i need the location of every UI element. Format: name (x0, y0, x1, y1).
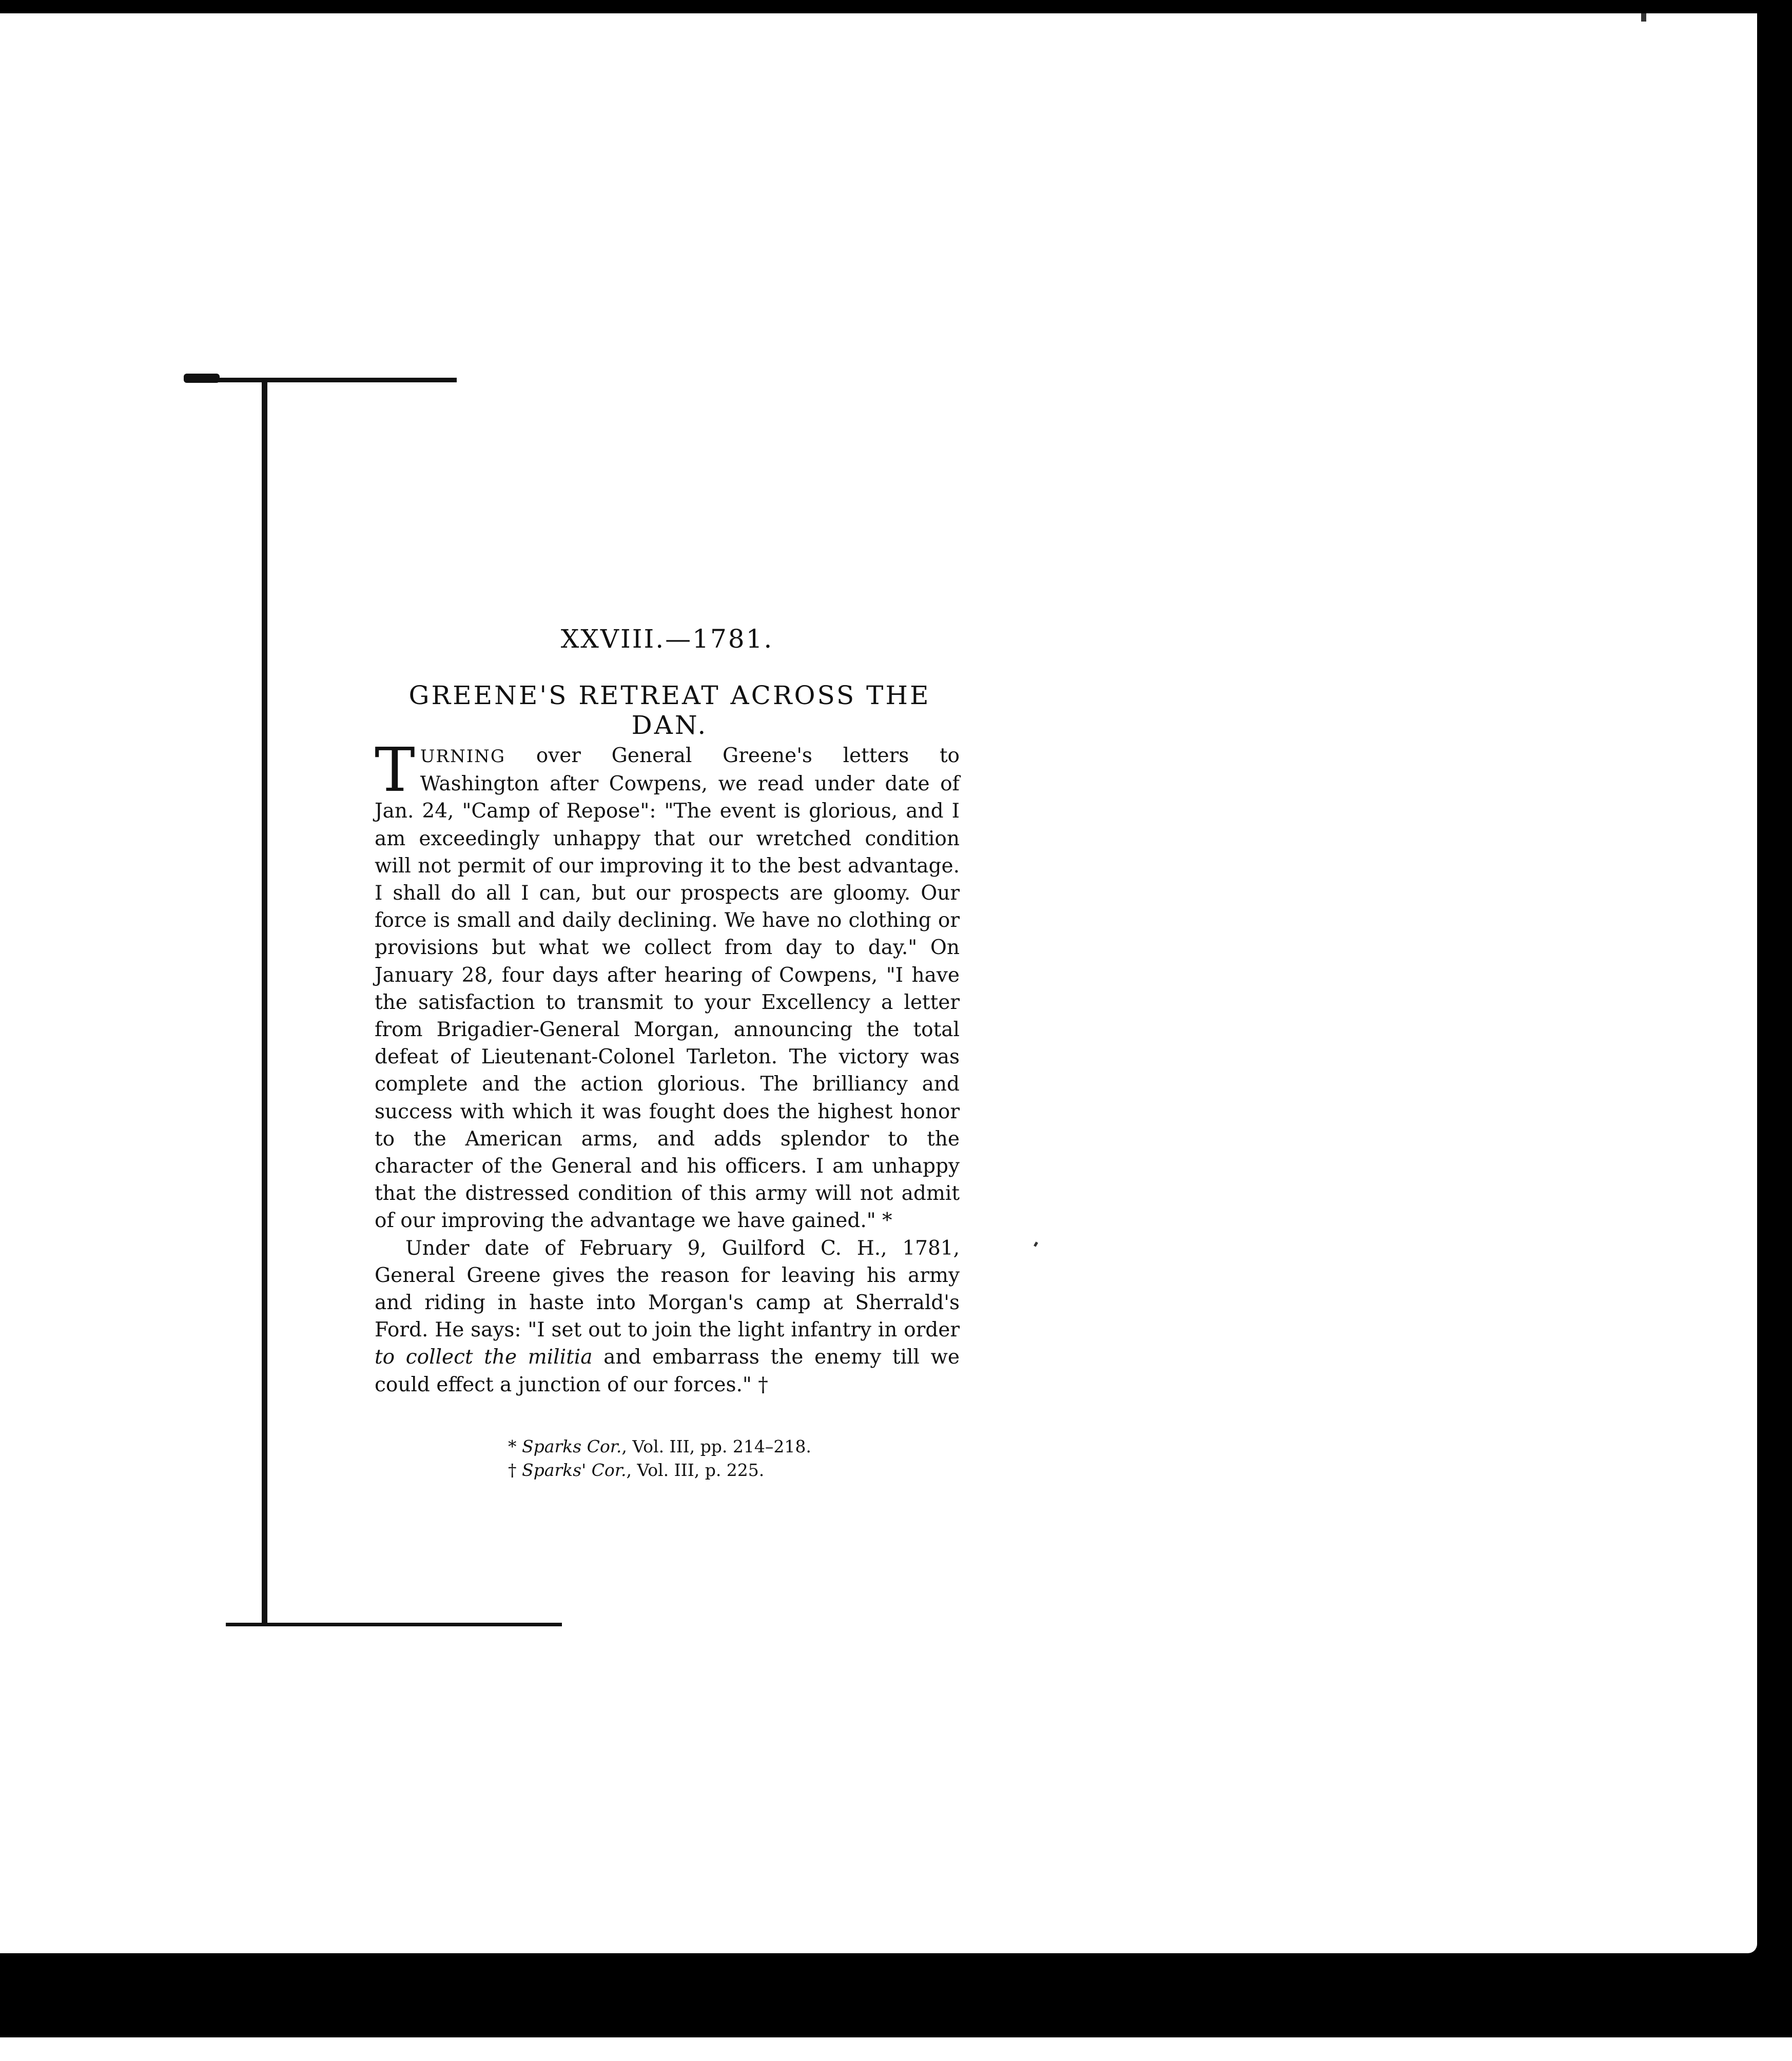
footnote-2-mark: † (508, 1460, 522, 1480)
paragraph-2 (375, 1235, 960, 1398)
footnote-2-rest: , Vol. III, p. 225. (626, 1460, 765, 1480)
paragraph-2-text-before: Under date of February 9, Guilford C. H., 1781, General Greene gives the reason for leaving his army and riding in haste into Morgan's camp at Sherrald's Ford. He says: "I set out to join the light infantry in order (375, 1236, 960, 1342)
bracket-top-rule (185, 378, 457, 382)
chapter-heading: XXVIII.—1781. (560, 624, 774, 654)
scan-speck (1641, 13, 1646, 22)
footnote-2 (508, 1459, 970, 1482)
opening-smallcaps: URNING (420, 746, 506, 767)
footnote-1-mark: * (508, 1436, 522, 1456)
footnote-1 (508, 1435, 970, 1459)
scan-speck (1034, 1241, 1038, 1247)
paragraph-2-italic: to collect the militia (375, 1346, 593, 1369)
page (0, 13, 1757, 1953)
paragraph-1 (375, 734, 960, 1235)
body-text (375, 734, 960, 1398)
bottom-margin-strip (0, 2037, 1792, 2061)
paragraph-2-text-after: and embarrass the enemy till we could effect a junction of our forces." † (375, 1346, 960, 1396)
bracket-bottom-rule (226, 1623, 562, 1626)
chapter-title: GREENE'S RETREAT ACROSS THE DAN. (408, 680, 931, 740)
footnote-2-source: Sparks' Cor. (522, 1460, 627, 1480)
bracket-vertical-rule (262, 379, 267, 1626)
footnote-1-source: Sparks Cor. (522, 1436, 622, 1456)
paragraph-1-text: over General Greene's letters to Washington after Cowpens, we read under date of Jan. 24, "Camp of Repose": "The event is glorious, and I am exceedingly unhappy that our wretched condition will not permit of our improving it to the best advantage. I shall do all I can, but our prospects are gloomy. Our force is small and daily declining. We have no clothing or provisions but what we collect from day to day." On January 28, four days after hearing of Cowpens, "I have the satisfaction to transmit to your Excellency a letter from Brigadier-General Morgan, announcing the total defeat of Lieutenant-Colonel Tarleton. The victory was complete and the action glorious. The brilliancy and success with which it was fought does the highest honor to the American arms, and adds splendor to the character of the General and his officers. I am unhappy that the distressed condition of this army will not admit of our improving the advantage we have gained." * (375, 744, 960, 1233)
drop-cap: T (375, 734, 415, 805)
footnotes (508, 1435, 970, 1482)
footnote-1-rest: , Vol. III, pp. 214–218. (621, 1436, 811, 1456)
